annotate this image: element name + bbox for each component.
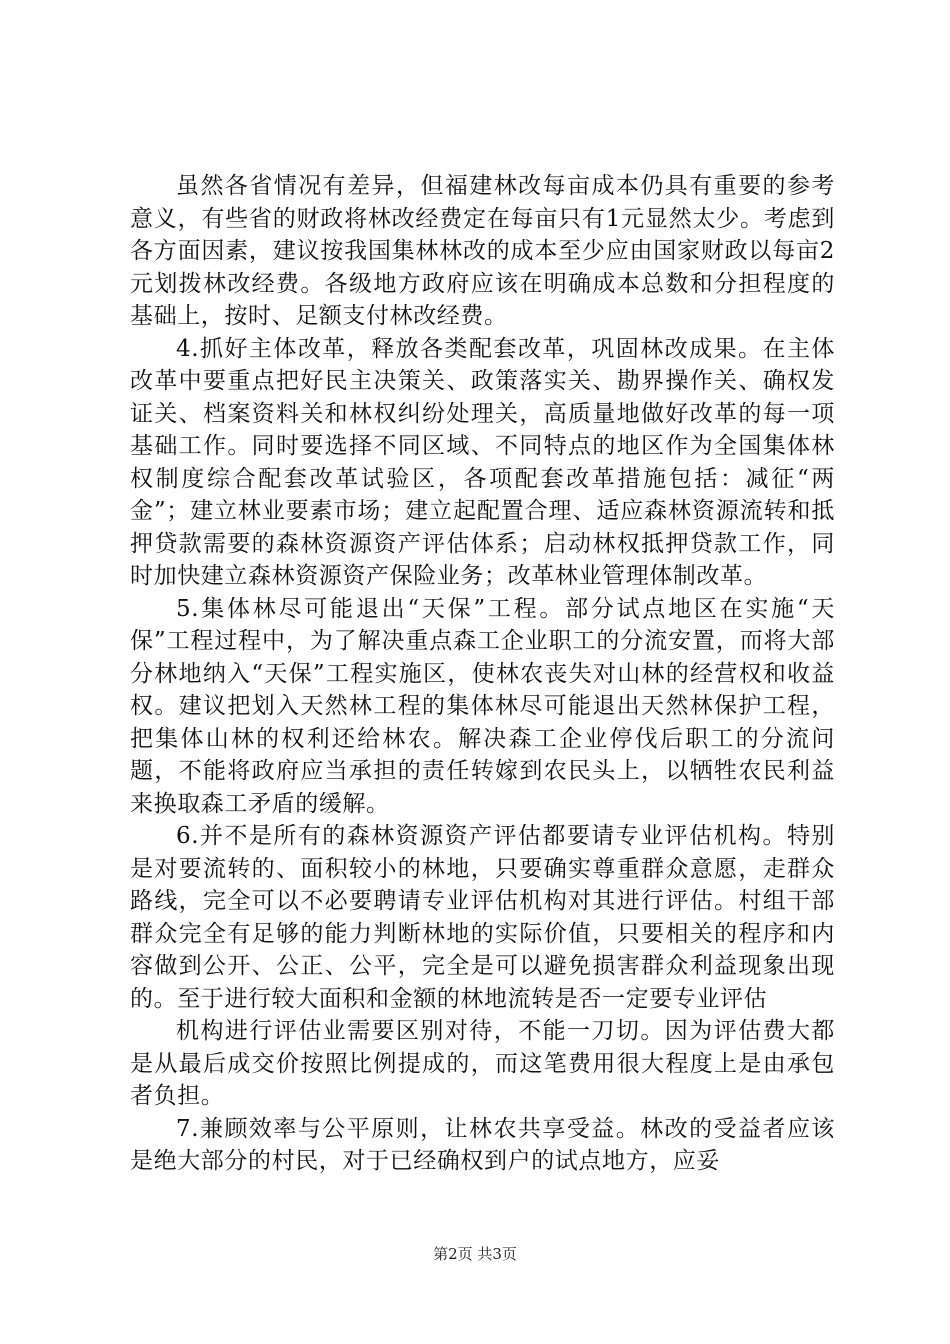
paragraph-item-6-continued: 机构进行评估业需要区别对待，不能一刀切。因为评估费大都是从最后成交价按照比例提成的，而这笔费用很大程度上是由承包者负担。 [130,1018,835,1109]
paragraph-item-5: 5.集体林尽可能退出“天保”工程。部分试点地区在实施“天保”工程过程中，为了解决重点森工企业职工的分流安置，而将大部分林地纳入“天保”工程实施区，使林农丧失对山林的经营权和收益权。建议把划入天然林工程的集体林尽可能退出天然林保护工程，把集体山林的权利还给林农。解决森工企业停伐后职工的分流问题，不能将政府应当承担的责任转嫁到农民头上，以牺牲农民利益来换取森工矛盾的缓解。 [130,595,835,817]
paragraph-item-6: 6.并不是所有的森林资源资产评估都要请专业评估机构。特别是对要流转的、面积较小的林地，只要确实尊重群众意愿，走群众路线，完全可以不必要聘请专业评估机构对其进行评估。村组干部群众完全有足够的能力判断林地的实际价值，只要相关的程序和内容做到公开、公正、公平，完全是可以避免损害群众利益现象出现的。至于进行较大面积和金额的林地流转是否一定要专业评估 [130,823,835,1012]
paragraph-cost-reference: 虽然各省情况有差异，但福建林改每亩成本仍具有重要的参考意义，有些省的财政将林改经费定在每亩只有1元显然太少。考虑到各方面因素，建议按我国集林林改的成本至少应由国家财政以每亩2元划拨林改经费。各级地方政府应该在明确成本总数和分担程度的基础上，按时、足额支付林改经费。 [130,173,835,329]
paragraph-item-7: 7.兼顾效率与公平原则，让林农共享受益。林改的受益者应该是绝大部分的村民，对于已经确权到户的试点地方，应妥 [130,1115,835,1174]
page-number-footer: 第2页 共3页 [433,1245,517,1263]
document-body [130,170,835,1178]
paragraph-item-4: 4.抓好主体改革，释放各类配套改革，巩固林改成果。在主体改革中要重点把好民主决策关、政策落实关、勘界操作关、确权发证关、档案资料关和林权纠纷处理关，高质量地做好改革的每一项基础工作。同时要选择不同区域、不同特点的地区作为全国集体林权制度综合配套改革试验区，各项配套改革措施包括：减征“两金”；建立林业要素市场；建立起配置合理、适应森林资源流转和抵押贷款需要的森林资源资产评估体系；启动林权抵押贷款工作，同时加快建立森林资源资产保险业务；改革林业管理体制改革。 [130,335,835,589]
